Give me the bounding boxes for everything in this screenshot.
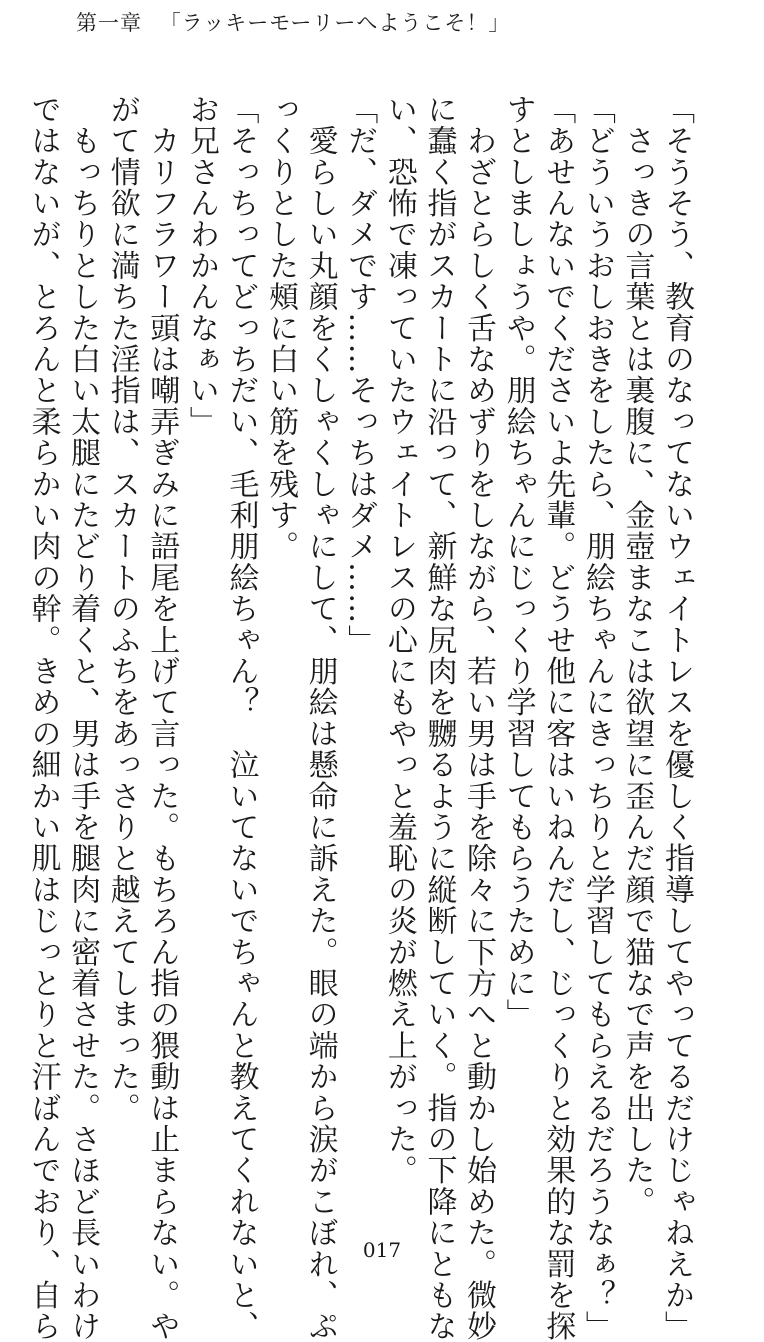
text-line: さっきの言葉とは裏腹に、金壺まなこは欲望に歪んだ顔で猫なで声を出した。 [619,94,655,1218]
text-line: カリフラワー頭は嘲弄ぎみに語尾を上げて言った。もちろん指の猥動は止まらない。や [144,94,180,1342]
text-line: お兄さんわかんなぁい」 [183,94,219,438]
text-line: い、恐怖で凍っていたウェイトレスの心にもやっと羞恥の炎が燃え上がった。 [381,94,417,1186]
page-number: 017 [362,1238,402,1262]
chapter-label: 第一章 [76,11,142,35]
text-line: ではないが、とろんと柔らかい肉の幹。きめの細かい肌はじっとりと汗ばんでおり、自ら [25,94,61,1342]
text-line: 「そうそう、教育のなってないウェイトレスを優しく指導してやってるだけじゃねえか」 [659,94,694,1342]
chapter-title: 「ラッキーモーリーへようこそ！」 [159,11,511,35]
text-line: 「そっちってどっちだい、毛利朋絵ちゃん？ 泣いてないでちゃんと教えてくれないと、 [223,94,259,1342]
text-line: 「だ、ダメです……そっちはダメ……」 [342,94,378,656]
text-line: 「どういうおしおきをしたら、朋絵ちゃんにきっちりと学習してもらえるだろうなぁ？」 [579,94,615,1342]
text-line: もっちりとした白い太腿にたどり着くと、男は手を腿肉に密着させた。さほど長いわけ [65,94,101,1342]
text-line: すとしましょうや。朋絵ちゃんにじっくり学習してもらうために」 [500,94,536,1030]
text-line: っくりとした頰に白い筋を残す。 [263,94,299,563]
chapter-header [76,8,510,38]
text-line: 「あせんないでくださいよ先輩。どうせ他に客はいねんだし、じっくりと効果的な罰を探 [540,94,576,1342]
text-line: がて情欲に満ちた淫指は、スカートのふちをあっさりと越えてしまった。 [104,94,140,1124]
text-line: 愛らしい丸顔をくしゃくしゃにして、朋絵は懸命に訴えた。眼の端から涙がこぼれ、ぷ [302,94,338,1342]
text-line: わざとらしく舌なめずりをしながら、若い男は手を除々に下方へと動かし始めた。微妙 [461,94,497,1342]
text-line: に蠢く指がスカートに沿って、新鮮な尻肉を嬲るように縦断していく。指の下降にともな [421,94,457,1342]
